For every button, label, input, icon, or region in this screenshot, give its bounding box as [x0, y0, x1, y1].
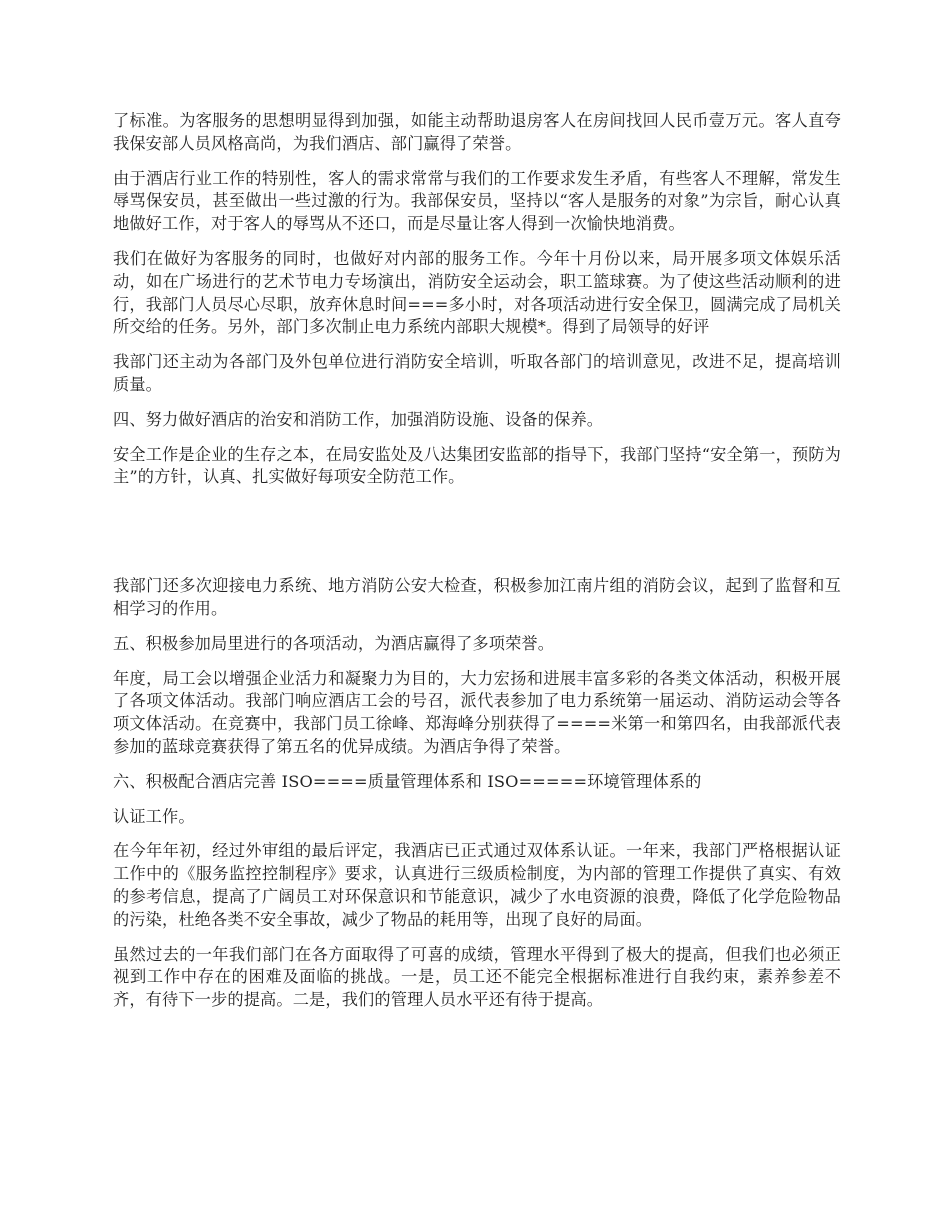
paragraph-internal-service: 我们在做好为客服务的同时，也做好对内部的服务工作。今年十月份以来，局开展多项文体娱乐活动，如在广场进行的艺术节电力专场演出，消防安全运动会，职工篮球赛。为了使这些活动顺利的进行，我部门人员尽心尽职，放弃休息时间===多小时，对各项活动进行安全保卫，圆满完成了局机关所交给的任务。另外，部门多次制止电力系统内部职大规模*。得到了局领导的好评	[113, 248, 841, 337]
paragraph-inspections: 我部门还多次迎接电力系统、地方消防公安大检查，积极参加江南片组的消防会议，起到了监督和互相学习的作用。	[113, 576, 841, 618]
paragraph-sports-events: 年度，局工会以增强企业活力和凝聚力为目的，大力宏扬和进展丰富多彩的各类文体活动，积极开展了各项文体活动。我部门响应酒店工会的号召，派代表参加了电力系统第一届运动、消防运动会等各项文体活动。在竞赛中，我部门员工徐峰、郑海峰分别获得了====米第一和第四名，由我部派代表参加的蓝球竞赛获得了第五名的优异成绩。为酒店争得了荣誉。	[113, 668, 841, 756]
section-heading-activities: 五、积极参加局里进行的各项活动，为酒店赢得了多项荣誉。	[113, 633, 555, 653]
paragraph-customer-conflict: 由于酒店行业工作的特别性，客人的需求常常与我们的工作要求发生矛盾，有些客人不理解，常发生辱骂保安员，甚至做出一些过激的行为。我部保安员，坚持以“客人是服务的对象”为宗旨，耐心认真地做好工作，对于客人的辱骂从不还口，而是尽量让客人得到一次愉快地消费。	[113, 168, 841, 234]
document-body	[113, 110, 841, 1024]
paragraph-certification: 认证工作。	[113, 806, 195, 826]
paragraph-service-standard: 了标准。为客服务的思想明显得到加强，如能主动帮助退房客人在房间找回人民币壹万元。客人直夸我保安部人员风格高尚，为我们酒店、部门赢得了荣誉。	[113, 111, 841, 153]
paragraph-fire-training: 我部门还主动为各部门及外包单位进行消防安全培训，听取各部门的培训意见，改进不足，提高培训质量。	[113, 352, 841, 394]
section-heading-iso: 六、积极配合酒店完善 ISO====质量管理体系和 ISO=====环境管理体系的	[113, 771, 702, 791]
paragraph-dual-certification: 在今年年初，经过外审组的最后评定，我酒店已正式通过双体系认证。一年来，我部门严格根据认证工作中的《服务监控控制程序》要求，认真进行三级质检制度，为内部的管理工作提供了真实、有效的参考信息，提高了广阔员工对环保意识和节能意识，减少了水电资源的浪费，降低了化学危险物品的污染，杜绝各类不安全事故，减少了物品的耗用等，出现了良好的局面。	[113, 841, 841, 929]
paragraph-challenges: 虽然过去的一年我们部门在各方面取得了可喜的成绩，管理水平得到了极大的提高，但我们也必须正视到工作中存在的困难及面临的挑战。一是，员工还不能完全根据标准进行自我约束，素养参差不齐，有待下一步的提高。二是，我们的管理人员水平还有待于提高。	[113, 944, 841, 1010]
paragraph-safety-policy: 安全工作是企业的生存之本，在局安监处及八达集团安监部的指导下，我部门坚持“安全第一，预防为主”的方针，认真、扎实做好每项安全防范工作。	[113, 444, 841, 487]
section-heading-security-fire: 四、努力做好酒店的治安和消防工作，加强消防设施、设备的保养。	[113, 409, 604, 429]
